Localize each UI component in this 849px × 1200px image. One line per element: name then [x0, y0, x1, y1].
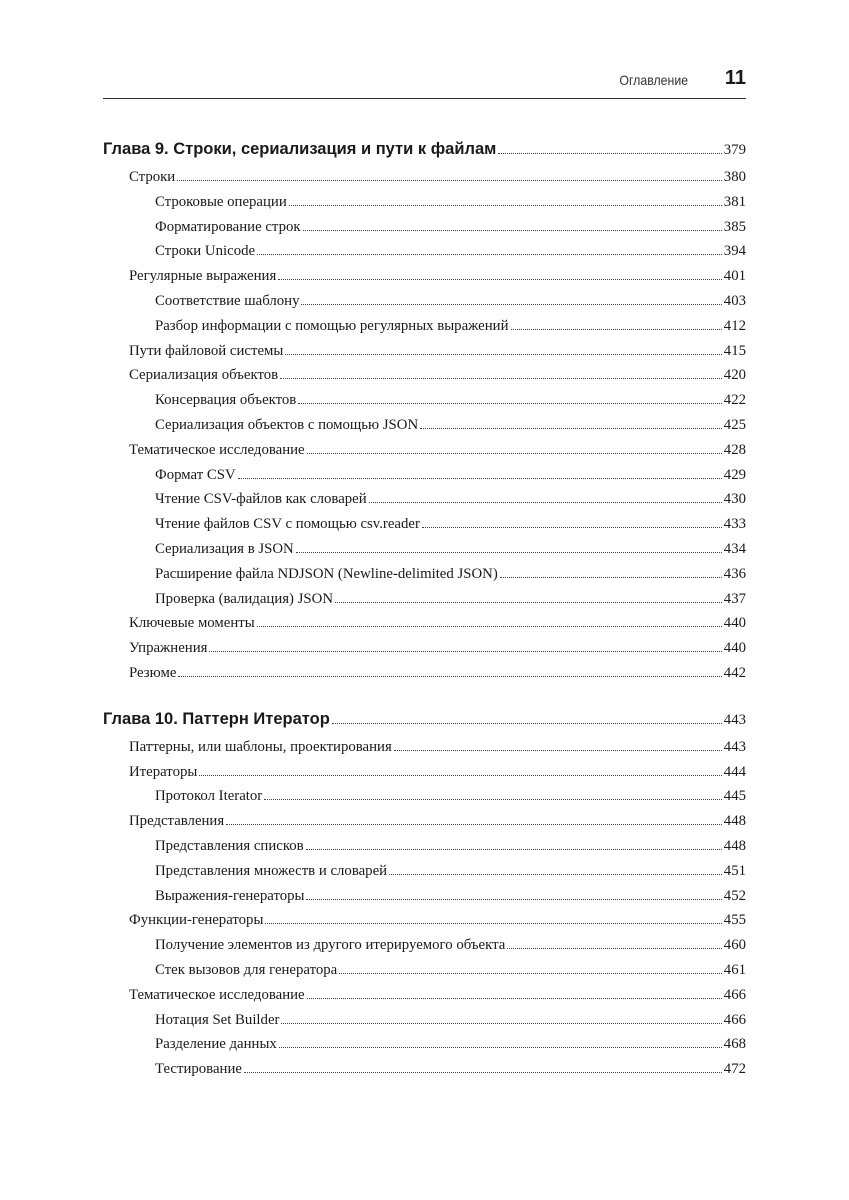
- entry-title: Стек вызовов для генератора: [155, 961, 338, 978]
- chapter-page: 379: [723, 142, 746, 158]
- entry-page: 440: [723, 615, 746, 632]
- dot-leader: [298, 403, 722, 404]
- entry-title: Выражения-генераторы: [155, 887, 305, 904]
- entry-page: 428: [723, 441, 746, 458]
- toc-entry: [103, 764, 746, 789]
- dot-leader: [306, 899, 721, 900]
- page-number: 11: [724, 67, 746, 89]
- entry-page: 455: [723, 912, 746, 929]
- toc-chapter: [103, 140, 746, 165]
- dot-leader: [389, 874, 722, 875]
- dot-leader: [226, 824, 722, 825]
- entry-page: 437: [723, 590, 746, 607]
- entry-page: 433: [723, 516, 746, 533]
- dot-leader: [394, 750, 722, 751]
- entry-page: 451: [723, 862, 746, 879]
- entry-title: Чтение CSV-файлов как словарей: [155, 491, 367, 508]
- entry-title: Расширение файла NDJSON (Newline-delimited JSON): [155, 565, 498, 582]
- dot-leader: [265, 923, 721, 924]
- chapter-page: 443: [723, 711, 746, 728]
- entry-title: Ключевые моменты: [129, 615, 255, 632]
- dot-leader: [257, 254, 722, 255]
- dot-leader: [422, 527, 722, 528]
- dot-leader: [303, 230, 722, 231]
- dot-leader: [285, 354, 721, 355]
- entry-title: Консервация объектов: [155, 392, 297, 409]
- entry-page: 472: [723, 1061, 746, 1078]
- toc-entry: [103, 813, 746, 838]
- toc-entry: [103, 1012, 746, 1037]
- dot-leader: [289, 205, 722, 206]
- entry-title: Чтение файлов CSV с помощью csv.reader: [155, 516, 420, 533]
- toc-entry: [103, 367, 746, 392]
- dot-leader: [420, 428, 722, 429]
- toc-entry: [103, 863, 746, 888]
- toc-entry: [103, 219, 746, 244]
- entry-page: 468: [723, 1036, 746, 1053]
- entry-title: Разделение данных: [155, 1036, 277, 1053]
- toc-entry: [103, 788, 746, 813]
- entry-page: 466: [723, 1011, 746, 1028]
- dot-leader: [281, 1023, 721, 1024]
- toc-entry: [103, 516, 746, 541]
- entry-page: 442: [723, 664, 746, 681]
- entry-page: 422: [723, 392, 746, 409]
- toc-entry: [103, 615, 746, 640]
- table-of-contents: [103, 140, 746, 1086]
- entry-title: Резюме: [129, 664, 177, 681]
- dot-leader: [264, 799, 722, 800]
- toc-entry: [103, 343, 746, 368]
- toc-entry: [103, 640, 746, 665]
- entry-title: Сериализация в JSON: [155, 540, 294, 557]
- entry-page: 385: [723, 218, 746, 235]
- dot-leader: [306, 849, 722, 850]
- entry-title: Тематическое исследование: [129, 986, 305, 1003]
- entry-page: 443: [723, 738, 746, 755]
- entry-page: 425: [723, 416, 746, 433]
- entry-page: 430: [723, 491, 746, 508]
- entry-title: Упражнения: [129, 640, 208, 657]
- dot-leader: [178, 676, 721, 677]
- dot-leader: [339, 973, 722, 974]
- toc-entry: [103, 194, 746, 219]
- entry-page: 412: [723, 317, 746, 334]
- entry-page: 440: [723, 640, 746, 657]
- dot-leader: [280, 378, 722, 379]
- toc-entry: [103, 1061, 746, 1086]
- dot-leader: [511, 329, 722, 330]
- entry-title: Итераторы: [129, 763, 198, 780]
- entry-title: Сериализация объектов: [129, 367, 279, 384]
- dot-leader: [332, 723, 722, 724]
- entry-title: Форматирование строк: [155, 218, 301, 235]
- entry-title: Пути файловой системы: [129, 342, 284, 359]
- toc-entry: [103, 591, 746, 616]
- toc-entry: [103, 491, 746, 516]
- toc-entry: [103, 467, 746, 492]
- entry-page: 394: [723, 243, 746, 260]
- entry-page: 448: [723, 813, 746, 830]
- toc-entry: [103, 739, 746, 764]
- entry-title: Нотация Set Builder: [155, 1011, 280, 1028]
- toc-entry: [103, 912, 746, 937]
- entry-page: 429: [723, 466, 746, 483]
- toc-entry: [103, 442, 746, 467]
- dot-leader: [335, 602, 722, 603]
- entry-title: Паттерны, или шаблоны, проектирования: [129, 738, 392, 755]
- entry-title: Представления множеств и словарей: [155, 862, 388, 879]
- dot-leader: [500, 577, 722, 578]
- entry-title: Разбор информации с помощью регулярных выражений: [155, 317, 509, 334]
- toc-entry: [103, 566, 746, 591]
- entry-page: 420: [723, 367, 746, 384]
- entry-title: Строки: [129, 169, 176, 185]
- toc-entry: [103, 937, 746, 962]
- entry-title: Тематическое исследование: [129, 441, 305, 458]
- running-header-section: Оглавление: [619, 72, 688, 88]
- dot-leader: [498, 153, 721, 154]
- toc-entry: [103, 541, 746, 566]
- dot-leader: [209, 651, 721, 652]
- entry-page: 436: [723, 565, 746, 582]
- dot-leader: [257, 626, 722, 627]
- toc-entry: [103, 888, 746, 913]
- dot-leader: [279, 1047, 722, 1048]
- dot-leader: [244, 1072, 722, 1073]
- entry-title: Регулярные выражения: [129, 268, 277, 285]
- entry-title: Формат CSV: [155, 466, 236, 483]
- entry-title: Соответствие шаблону: [155, 292, 300, 309]
- entry-page: 448: [723, 837, 746, 854]
- entry-page: 466: [723, 986, 746, 1003]
- dot-leader: [296, 552, 722, 553]
- entry-page: 444: [723, 763, 746, 780]
- entry-page: 415: [723, 342, 746, 359]
- toc-entry: [103, 838, 746, 863]
- entry-title: Сериализация объектов с помощью JSON: [155, 416, 419, 433]
- dot-leader: [238, 478, 722, 479]
- dot-leader: [199, 775, 721, 776]
- toc-entry: [103, 243, 746, 268]
- entry-page: 403: [723, 292, 746, 309]
- chapter-title: Глава 10. Паттерн Итератор: [103, 709, 330, 728]
- entry-title: Получение элементов из другого итерируемого объекта: [155, 937, 506, 954]
- toc-entry: [103, 987, 746, 1012]
- entry-title: Проверка (валидация) JSON: [155, 590, 334, 607]
- entry-page: 445: [723, 788, 746, 805]
- entry-title: Строки Unicode: [155, 243, 256, 260]
- dot-leader: [278, 279, 722, 280]
- entry-page: 461: [723, 961, 746, 978]
- dot-leader: [507, 948, 721, 949]
- dot-leader: [307, 998, 722, 999]
- toc-entry: [103, 318, 746, 343]
- toc-entry: [103, 169, 746, 194]
- entry-title: Строковые операции: [155, 193, 287, 210]
- toc-entry: [103, 962, 746, 987]
- dot-leader: [369, 502, 722, 503]
- entry-title: Функции-генераторы: [129, 912, 264, 929]
- entry-page: 401: [723, 268, 746, 285]
- entry-page: 380: [723, 169, 746, 185]
- entry-title: Представления: [129, 813, 225, 830]
- dot-leader: [307, 453, 722, 454]
- toc-entry: [103, 417, 746, 442]
- toc-entry: [103, 1036, 746, 1061]
- dot-leader: [301, 304, 721, 305]
- toc-entry: [103, 665, 746, 690]
- entry-title: Протокол Iterator: [155, 788, 263, 805]
- toc-chapter: [103, 710, 746, 735]
- chapter-title: Глава 9. Строки, сериализация и пути к файлам: [103, 140, 497, 158]
- toc-entry: [103, 268, 746, 293]
- entry-page: 381: [723, 193, 746, 210]
- entry-page: 434: [723, 540, 746, 557]
- dot-leader: [177, 180, 722, 181]
- entry-page: 460: [723, 937, 746, 954]
- entry-title: Представления списков: [155, 837, 304, 854]
- running-header: [103, 66, 746, 99]
- entry-title: Тестирование: [155, 1061, 242, 1078]
- entry-page: 452: [723, 887, 746, 904]
- toc-entry: [103, 392, 746, 417]
- toc-entry: [103, 293, 746, 318]
